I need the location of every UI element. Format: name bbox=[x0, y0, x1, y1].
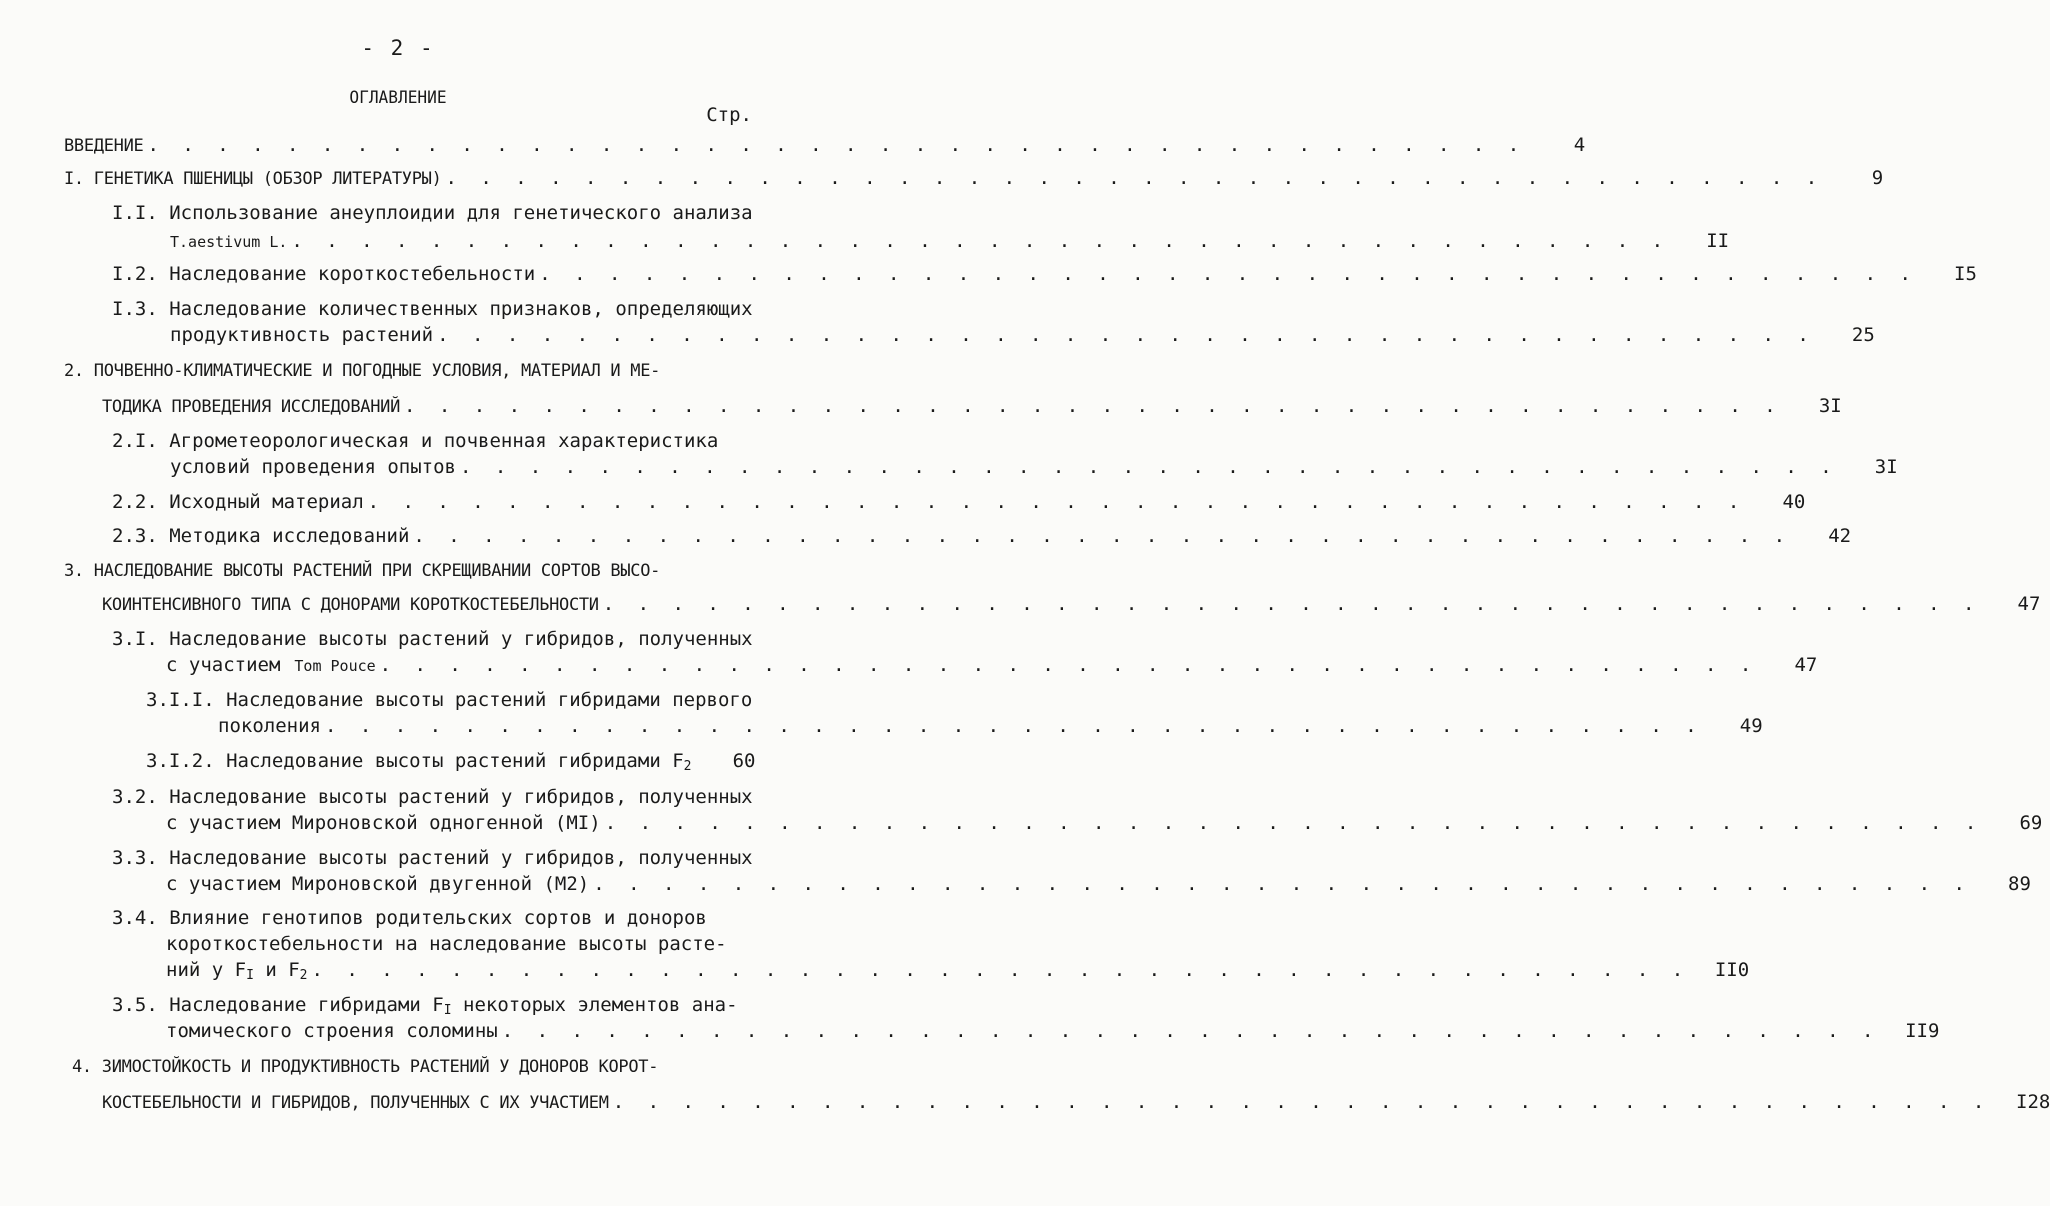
page-number: - 2 - bbox=[361, 36, 435, 60]
toc-entry-ch3-line1[interactable] bbox=[64, 558, 748, 584]
toc-entry-title: поколения bbox=[218, 715, 321, 737]
leader-dots: . . . . . . . . . . . . . . . . . . . . . . . . . . . . . . . . . . . . . . . . bbox=[539, 263, 1917, 285]
toc-page-number: 69 bbox=[2019, 812, 2043, 834]
toc-page-number: 47 bbox=[1794, 654, 1818, 676]
toc-entry-title: I.3. Наследование количественных признаков, определяющих bbox=[112, 298, 753, 320]
toc-page-number: 25 bbox=[1851, 324, 1875, 346]
leader-dots: . . . . . . . . . . . . . . . . . . . . . . . . . . . . . . . . . . . . . . . . bbox=[501, 1020, 1880, 1042]
leader-dots: . . . . . . . . . . . . . . . . . . . . . . . . . . . . . . . . . . . . . . . . bbox=[593, 873, 1971, 895]
toc-entry-title: 2.2. Исходный материал bbox=[112, 491, 364, 513]
toc-entry-text: и F bbox=[253, 959, 300, 981]
page-column-header: Стр. bbox=[706, 104, 752, 126]
toc-entry-3-5-line2[interactable] bbox=[166, 1018, 1940, 1044]
toc-entry-title: 3.2. Наследование высоты растений у гибридов, полученных bbox=[112, 786, 753, 808]
toc-entry-text: 3.I.2. Наследование высоты растений гибридами F bbox=[146, 750, 684, 772]
toc-page-number: 60 bbox=[732, 750, 756, 772]
toc-entry-title: 4. ЗИМОСТОЙКОСТЬ И ПРОДУКТИВНОСТЬ РАСТЕНИЙ У ДОНОРОВ КОРОТ- bbox=[72, 1057, 659, 1077]
toc-entry-3-1-2[interactable] bbox=[146, 748, 756, 774]
toc-entry-title: 2. ПОЧВЕННО-КЛИМАТИЧЕСКИЕ И ПОГОДНЫЕ УСЛОВИЯ, МАТЕРИАЛ И МЕ- bbox=[64, 361, 661, 381]
toc-entry-title: 2.I. Агрометеорологическая и почвенная характеристика bbox=[112, 430, 719, 452]
toc-entry-title: томического строения соломины bbox=[166, 1020, 498, 1042]
toc-entry-1-1-line1[interactable] bbox=[112, 200, 753, 226]
toc-entry-3-4-line1[interactable] bbox=[112, 905, 748, 931]
toc-entry-title bbox=[166, 957, 308, 989]
toc-entry-3-1-1-line2[interactable] bbox=[218, 713, 1763, 739]
toc-entry-3-3-line1[interactable] bbox=[112, 845, 753, 871]
toc-entry-title: 3.4. Влияние генотипов родительских сортов и доноров bbox=[112, 907, 707, 929]
leader-dots: . . . . . . . . . . . . . . . . . . . . . . . . . . . . . . . . . . . . . . . . bbox=[147, 134, 1526, 156]
toc-entry-title: с участием Мироновской двугенной (M2) bbox=[166, 873, 590, 895]
toc-entry-title: КОИНТЕНСИВНОГО ТИПА С ДОНОРАМИ КОРОТКОСТЕБЕЛЬНОСТИ bbox=[102, 595, 599, 615]
toc-entry-title: короткостебельности на наследование высоты расте- bbox=[166, 933, 727, 955]
toc-page-number: II bbox=[1706, 230, 1730, 252]
toc-page-number: 40 bbox=[1782, 491, 1806, 513]
subscript: 2 bbox=[299, 968, 308, 983]
subscript: 2 bbox=[683, 759, 692, 774]
leader-dots: . . . . . . . . . . . . . . . . . . . . . . . . . . . . . . . . . . . . . . . . bbox=[379, 654, 1758, 676]
leader-dots: . . . . . . . . . . . . . . . . . . . . . . . . . . . . . . . . . . . . . . . . bbox=[324, 715, 1703, 737]
toc-page-number: 89 bbox=[2008, 873, 2031, 895]
toc-page-number: I5 bbox=[1954, 263, 1977, 285]
toc-entry-title: условий проведения опытов bbox=[170, 456, 456, 478]
toc-page-number: 49 bbox=[1739, 715, 1763, 737]
toc-entry-title: 3.3. Наследование высоты растений у гибридов, полученных bbox=[112, 847, 753, 869]
leader-dots: . . . . . . . . . . . . . . . . . . . . . . . . . . . . . . . . . . . . . . . . bbox=[612, 1091, 1991, 1113]
toc-entry-ch4-line1[interactable] bbox=[72, 1054, 748, 1080]
toc-entry-3-1-1-line1[interactable] bbox=[146, 687, 753, 713]
toc-entry-title: 3.I. Наследование высоты растений у гибридов, полученных bbox=[112, 628, 753, 650]
toc-page-number: 42 bbox=[1828, 525, 1852, 547]
toc-page-number: 4 bbox=[1573, 134, 1586, 156]
leader-dots: . . . . . . . . . . . . . . . . . . . . . . . . . . . . . . . . . . . . . . . . bbox=[311, 959, 1690, 981]
toc-entry-2-3[interactable] bbox=[112, 523, 1852, 549]
toc-entry-ch2-line2[interactable] bbox=[102, 393, 1842, 419]
toc-entry-title: I.I. Использование анеуплоидии для генетического анализа bbox=[112, 202, 753, 224]
toc-entry-3-1-line2[interactable] bbox=[166, 652, 1818, 678]
subscript: I bbox=[443, 1003, 452, 1018]
toc-page-number: 3I bbox=[1818, 395, 1842, 417]
toc-entry-title: ТОДИКА ПРОВЕДЕНИЯ ИССЛЕДОВАНИЙ bbox=[102, 397, 401, 417]
toc-entry-intro[interactable] bbox=[64, 132, 1586, 158]
toc-entry-3-1-line1[interactable] bbox=[112, 626, 753, 652]
toc-entry-3-4-line2[interactable] bbox=[166, 931, 748, 957]
toc-entry-text: 3.5. Наследование гибридами F bbox=[112, 994, 444, 1016]
variety-name: Tom Pouce bbox=[294, 657, 376, 675]
toc-entry-ch1[interactable] bbox=[64, 165, 1884, 191]
toc-entry-text: некоторых элементов ана- bbox=[451, 994, 738, 1016]
leader-dots: . . . . . . . . . . . . . . . . . . . . . . . . . . . . . . . . . . . . . . . . bbox=[291, 230, 1670, 252]
toc-entry-3-2-line1[interactable] bbox=[112, 784, 753, 810]
toc-entry-1-1-line2[interactable] bbox=[170, 228, 1730, 254]
toc-entry-title: продуктивность растений bbox=[170, 324, 434, 346]
toc-entry-2-1-line2[interactable] bbox=[170, 454, 1898, 480]
toc-entry-ch3-line2[interactable] bbox=[102, 591, 2041, 617]
toc-entry-title: T.aestivum L. bbox=[170, 233, 288, 251]
toc-entry-title: с участием Мироновской одногенной (MI) bbox=[166, 812, 601, 834]
toc-entry-title: с участием bbox=[166, 654, 281, 676]
toc-entry-ch2-line1[interactable] bbox=[64, 358, 748, 384]
toc-entry-title bbox=[146, 748, 691, 780]
leader-dots: . . . . . . . . . . . . . . . . . . . . . . . . . . . . . . . . . . . . . . . . bbox=[437, 324, 1815, 346]
toc-entry-3-2-line2[interactable] bbox=[166, 810, 2043, 836]
toc-entry-3-5-line1[interactable] bbox=[112, 992, 748, 1018]
toc-page-number: I28 bbox=[2016, 1091, 2050, 1113]
subscript: I bbox=[246, 968, 254, 983]
toc-entry-title: ВВЕДЕНИЕ bbox=[64, 136, 144, 156]
toc-title: ОГЛАВЛЕНИЕ bbox=[349, 88, 447, 108]
toc-entry-2-1-line1[interactable] bbox=[112, 428, 748, 454]
toc-entry-1-3-line2[interactable] bbox=[170, 322, 1875, 348]
leader-dots: . . . . . . . . . . . . . . . . . . . . . . . . . . . . . . . . . . . . . . . . bbox=[602, 593, 1981, 615]
toc-page-number: 3I bbox=[1874, 456, 1898, 478]
toc-page-number: 9 bbox=[1871, 167, 1884, 189]
leader-dots: . . . . . . . . . . . . . . . . . . . . . . . . . . . . . . . . . . . . . . . . bbox=[404, 395, 1782, 417]
leader-dots: . . . . . . . . . . . . . . . . . . . . . . . . . . . . . . . . . . . . . . . . bbox=[445, 167, 1824, 189]
leader-dots: . . . . . . . . . . . . . . . . . . . . . . . . . . . . . . . . . . . . . . . . bbox=[413, 525, 1792, 547]
toc-page-number: II0 bbox=[1714, 959, 1750, 981]
toc-page-number: II9 bbox=[1905, 1020, 1940, 1042]
toc-entry-3-3-line2[interactable] bbox=[166, 871, 2031, 897]
toc-entry-2-2[interactable] bbox=[112, 489, 1806, 515]
toc-entry-title: I. ГЕНЕТИКА ПШЕНИЦЫ (ОБЗОР ЛИТЕРАТУРЫ) bbox=[64, 169, 442, 189]
leader-dots: . . . . . . . . . . . . . . . . . . . . . . . . . . . . . . . . . . . . . . . . bbox=[604, 812, 1983, 834]
toc-entry-title: 2.3. Методика исследований bbox=[112, 525, 410, 547]
toc-entry-title: 3. НАСЛЕДОВАНИЕ ВЫСОТЫ РАСТЕНИЙ ПРИ СКРЕЩИВАНИИ СОРТОВ ВЫСО- bbox=[64, 561, 661, 581]
toc-entry-title: I.2. Наследование короткостебельности bbox=[112, 263, 536, 285]
toc-entry-ch4-line2[interactable] bbox=[102, 1089, 2050, 1115]
toc-page-number: 47 bbox=[2017, 593, 2041, 615]
leader-dots: . . . . . . . . . . . . . . . . . . . . . . . . . . . . . . . . . . . . . . . . bbox=[367, 491, 1746, 513]
toc-entry-title: КОСТЕБЕЛЬНОСТИ И ГИБРИДОВ, ПОЛУЧЕННЫХ С ИХ УЧАСТИЕМ bbox=[102, 1093, 609, 1113]
toc-entry-text: ний у F bbox=[166, 959, 247, 981]
leader-dots: . . . . . . . . . . . . . . . . . . . . . . . . . . . . . . . . . . . . . . . . bbox=[459, 456, 1838, 478]
toc-entry-3-4-line3[interactable] bbox=[166, 957, 1750, 983]
toc-entry-1-2[interactable] bbox=[112, 261, 1977, 287]
toc-entry-title: 3.I.I. Наследование высоты растений гибридами первого bbox=[146, 689, 753, 711]
toc-entry-1-3-line1[interactable] bbox=[112, 296, 753, 322]
